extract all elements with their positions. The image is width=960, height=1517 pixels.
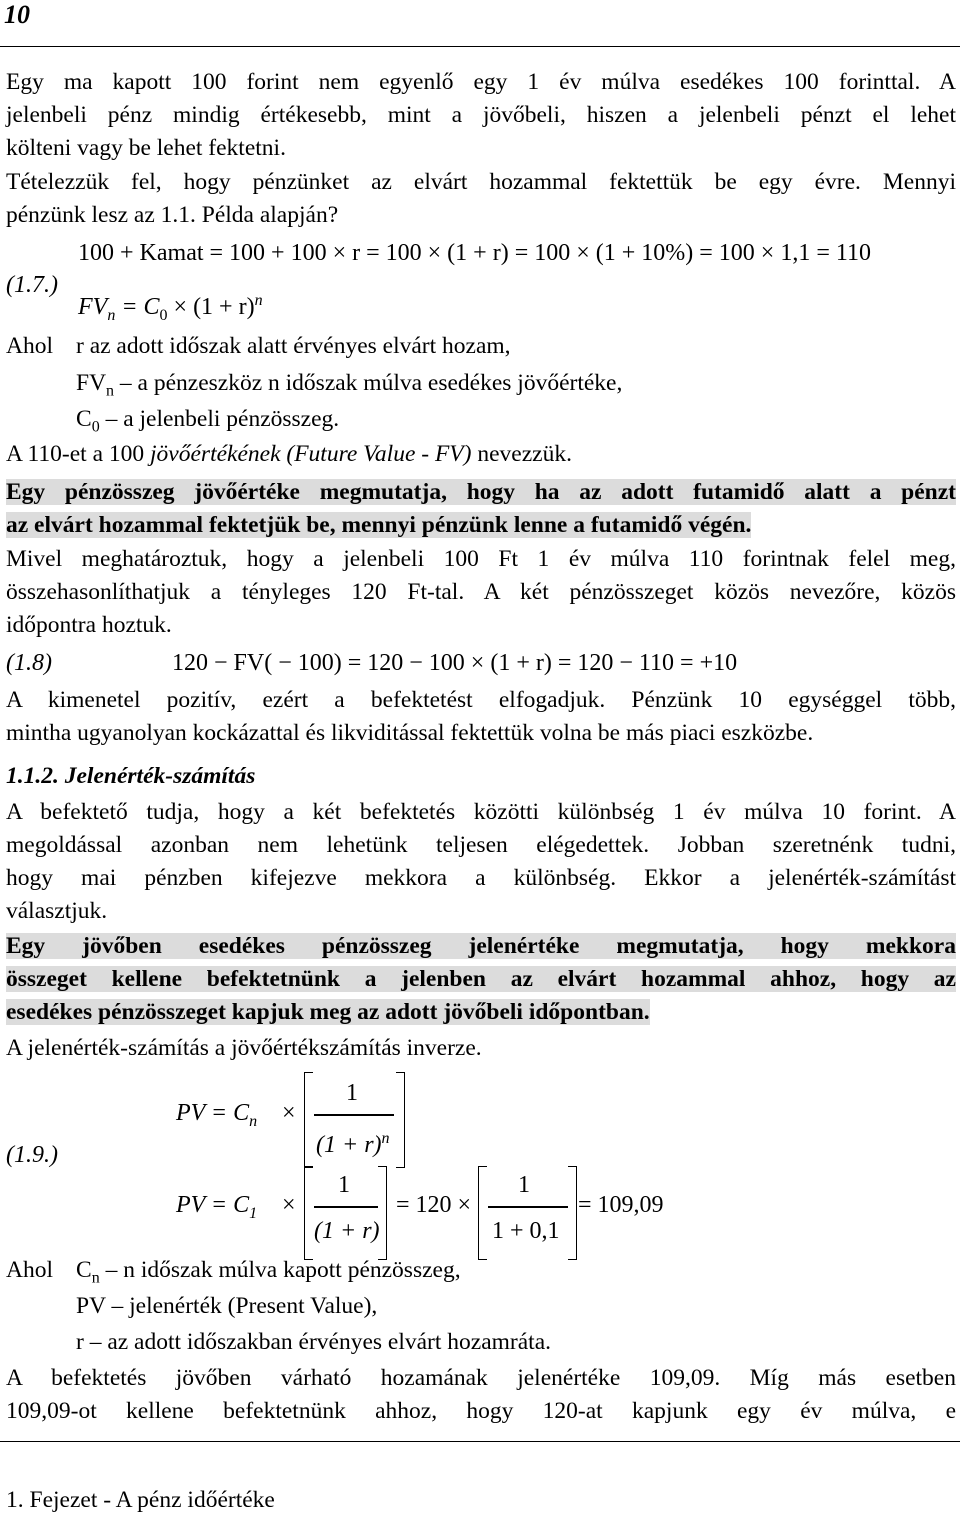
eq-part: = C <box>115 294 160 320</box>
equation-label-1-8: (1.8) <box>6 650 52 676</box>
section-heading: 1.1.2. Jelenérték-számítás <box>6 763 256 789</box>
paragraph-conclusion <box>6 1362 956 1428</box>
fraction-numerator: 1 <box>518 1172 530 1198</box>
eq-part: PV = C <box>176 1100 250 1126</box>
equation-middle: = 120 × <box>396 1192 472 1218</box>
fraction-bar <box>314 1206 378 1208</box>
bracket-right <box>396 1072 405 1168</box>
symbol: C <box>76 1257 92 1283</box>
fv-term: jövőértékének (Future Value - FV) <box>150 441 472 467</box>
fraction-denominator: (1 + r) <box>314 1218 380 1244</box>
bracket-left <box>304 1166 313 1260</box>
paragraph-present-value-intro <box>6 796 956 928</box>
text-line <box>6 509 956 542</box>
definition-line <box>76 1254 461 1295</box>
header-rule <box>0 46 960 47</box>
pv-formula-example-lhs <box>176 1190 257 1229</box>
denominator: (1 + r) <box>316 1132 382 1158</box>
times-sign: × <box>282 1192 296 1218</box>
text: A 110-et a 100 <box>6 441 151 467</box>
subscript: n <box>107 306 116 324</box>
bracket-left <box>304 1072 313 1168</box>
pv-formula-general-lhs <box>176 1098 257 1137</box>
text-line: időpontra hoztuk. <box>6 612 172 638</box>
text-line: A befektető tudja, hogy a két befektetés közötti különbség 1 év múlva 10 forint. A <box>6 799 956 825</box>
definition-line: r – az adott időszakban érvényes elvárt hozamráta. <box>76 1329 552 1355</box>
text-line <box>6 930 956 963</box>
equation-result: = 109,09 <box>578 1192 664 1218</box>
footer-text: 1. Fejezet - A pénz időértéke <box>6 1487 275 1513</box>
text-line: költeni vagy be lehet fektetni. <box>6 135 286 161</box>
fv-sentence <box>6 438 572 471</box>
paragraph-compare <box>6 543 956 642</box>
symbol: FV <box>76 370 107 396</box>
definition-present-value <box>6 930 956 1029</box>
text-line: választjuk. <box>6 898 108 924</box>
fraction-denominator <box>316 1124 390 1160</box>
footer-rule <box>0 1441 960 1442</box>
text-line: összehasonlíthatjuk a tényleges 120 Ft-tal. A két pénzösszeget közös nevezőre, közös <box>6 579 956 605</box>
eq-part: PV = C <box>176 1192 250 1218</box>
text-line: 109,09-ot kellene befektetnünk ahhoz, hogy 120-at kapjunk egy év múlva, e <box>6 1398 956 1424</box>
ahol-label: Ahol <box>6 333 53 359</box>
text-line: A befektetés jövőben várható hozamának jelenértéke 109,09. Míg más esetben <box>6 1365 956 1391</box>
subscript: n <box>91 1269 100 1287</box>
definition-text: – n időszak múlva kapott pénzösszeg, <box>99 1257 461 1283</box>
fraction-bar <box>314 1114 394 1116</box>
bracket-right <box>568 1166 577 1260</box>
equation-label-1-9: (1.9.) <box>6 1142 58 1168</box>
text-line <box>6 476 956 509</box>
definition-line <box>76 367 622 408</box>
text-line: hogy mai pénzben kifejezve mekkora a különbség. Ekkor a jelenérték-számítást <box>6 865 956 891</box>
symbol: C <box>76 406 92 432</box>
paragraph-result <box>6 684 956 750</box>
ahol-label: Ahol <box>6 1257 53 1283</box>
definition-text: – a pénzeszköz n időszak múlva esedékes jövőértéke, <box>114 370 623 396</box>
text-line: jelenbeli pénz mindig értékesebb, mint a jövőbeli, hiszen a jelenbeli pénzt el lehet <box>6 102 956 128</box>
text-line: pénzünk lesz az 1.1. Példa alapján? <box>6 202 339 228</box>
text-line <box>6 963 956 996</box>
definition-future-value <box>6 476 956 542</box>
paragraph-intro <box>6 66 956 165</box>
definition-line: PV – jelenérték (Present Value), <box>76 1293 378 1319</box>
eq-part: × (1 + r) <box>167 294 255 320</box>
subscript: 1 <box>249 1204 258 1222</box>
equation-future-value <box>78 286 263 331</box>
fv-symbol: FV <box>78 294 108 320</box>
bracket-left <box>478 1166 487 1260</box>
times-sign: × <box>282 1100 296 1126</box>
text-line: Tételezzük fel, hogy pénzünket az elvárt hozammal fektettük be egy évre. Mennyi <box>6 169 956 195</box>
superscript: n <box>254 292 263 309</box>
subscript: n <box>106 382 115 400</box>
equation-npv: 120 − FV( − 100) = 120 − 100 × (1 + r) = 120 − 110 = +10 <box>172 650 738 676</box>
text-line <box>6 996 956 1029</box>
highlight: Egy pénzösszeg jövőértéke megmutatja, hogy ha az adott futamidő alatt a pénzt <box>6 479 956 505</box>
paragraph-assume <box>6 166 956 232</box>
definition-text: – a jelenbeli pénzösszeg. <box>99 406 340 432</box>
subscript: 0 <box>91 418 100 436</box>
definition-line: r az adott időszak alatt érvényes elvárt hozam, <box>76 333 511 359</box>
subscript: n <box>249 1112 258 1130</box>
subscript: 0 <box>159 306 168 324</box>
fraction-bar <box>488 1206 568 1208</box>
text-line: mintha ugyanolyan kockázattal és likviditással fektettük volna be más piaci eszközbe. <box>6 720 814 746</box>
text-line: megoldással azonban nem lehetünk teljesen elégedettek. Jobban szeretnénk tudni, <box>6 832 956 858</box>
fraction-numerator: 1 <box>338 1172 350 1198</box>
highlight: az elvárt hozammal fektetjük be, mennyi pénzünk lenne a futamidő végén. <box>6 512 752 538</box>
inverse-statement: A jelenérték-számítás a jövőértékszámítás inverze. <box>6 1035 482 1061</box>
superscript: n <box>381 1130 390 1147</box>
highlight: összeget kellene befektetnünk a jelenben az elvárt hozammal ahhoz, hogy az <box>6 966 956 992</box>
highlight: esedékes pénzösszeget kapjuk meg az adott jövőbeli időpontban. <box>6 999 650 1025</box>
text-line: Egy ma kapott 100 forint nem egyenlő egy 1 év múlva esedékes 100 forinttal. A <box>6 69 956 95</box>
page-number: 10 <box>4 0 30 29</box>
equation-label-1-7: (1.7.) <box>6 272 58 298</box>
text: nevezzük. <box>471 441 572 467</box>
fraction-denominator: 1 + 0,1 <box>492 1218 560 1244</box>
highlight: Egy jövőben esedékes pénzösszeg jelenértéke megmutatja, hogy mekkora <box>6 933 956 959</box>
text-line: A kimenetel pozitív, ezért a befektetést elfogadjuk. Pénzünk 10 egységgel több, <box>6 687 956 713</box>
text-line: Mivel meghatároztuk, hogy a jelenbeli 100 Ft 1 év múlva 110 forintnak felel meg, <box>6 546 956 572</box>
fraction-numerator: 1 <box>346 1080 358 1106</box>
equation-interest: 100 + Kamat = 100 + 100 × r = 100 × (1 + r) = 100 × (1 + 10%) = 100 × 1,1 = 110 <box>78 240 871 266</box>
